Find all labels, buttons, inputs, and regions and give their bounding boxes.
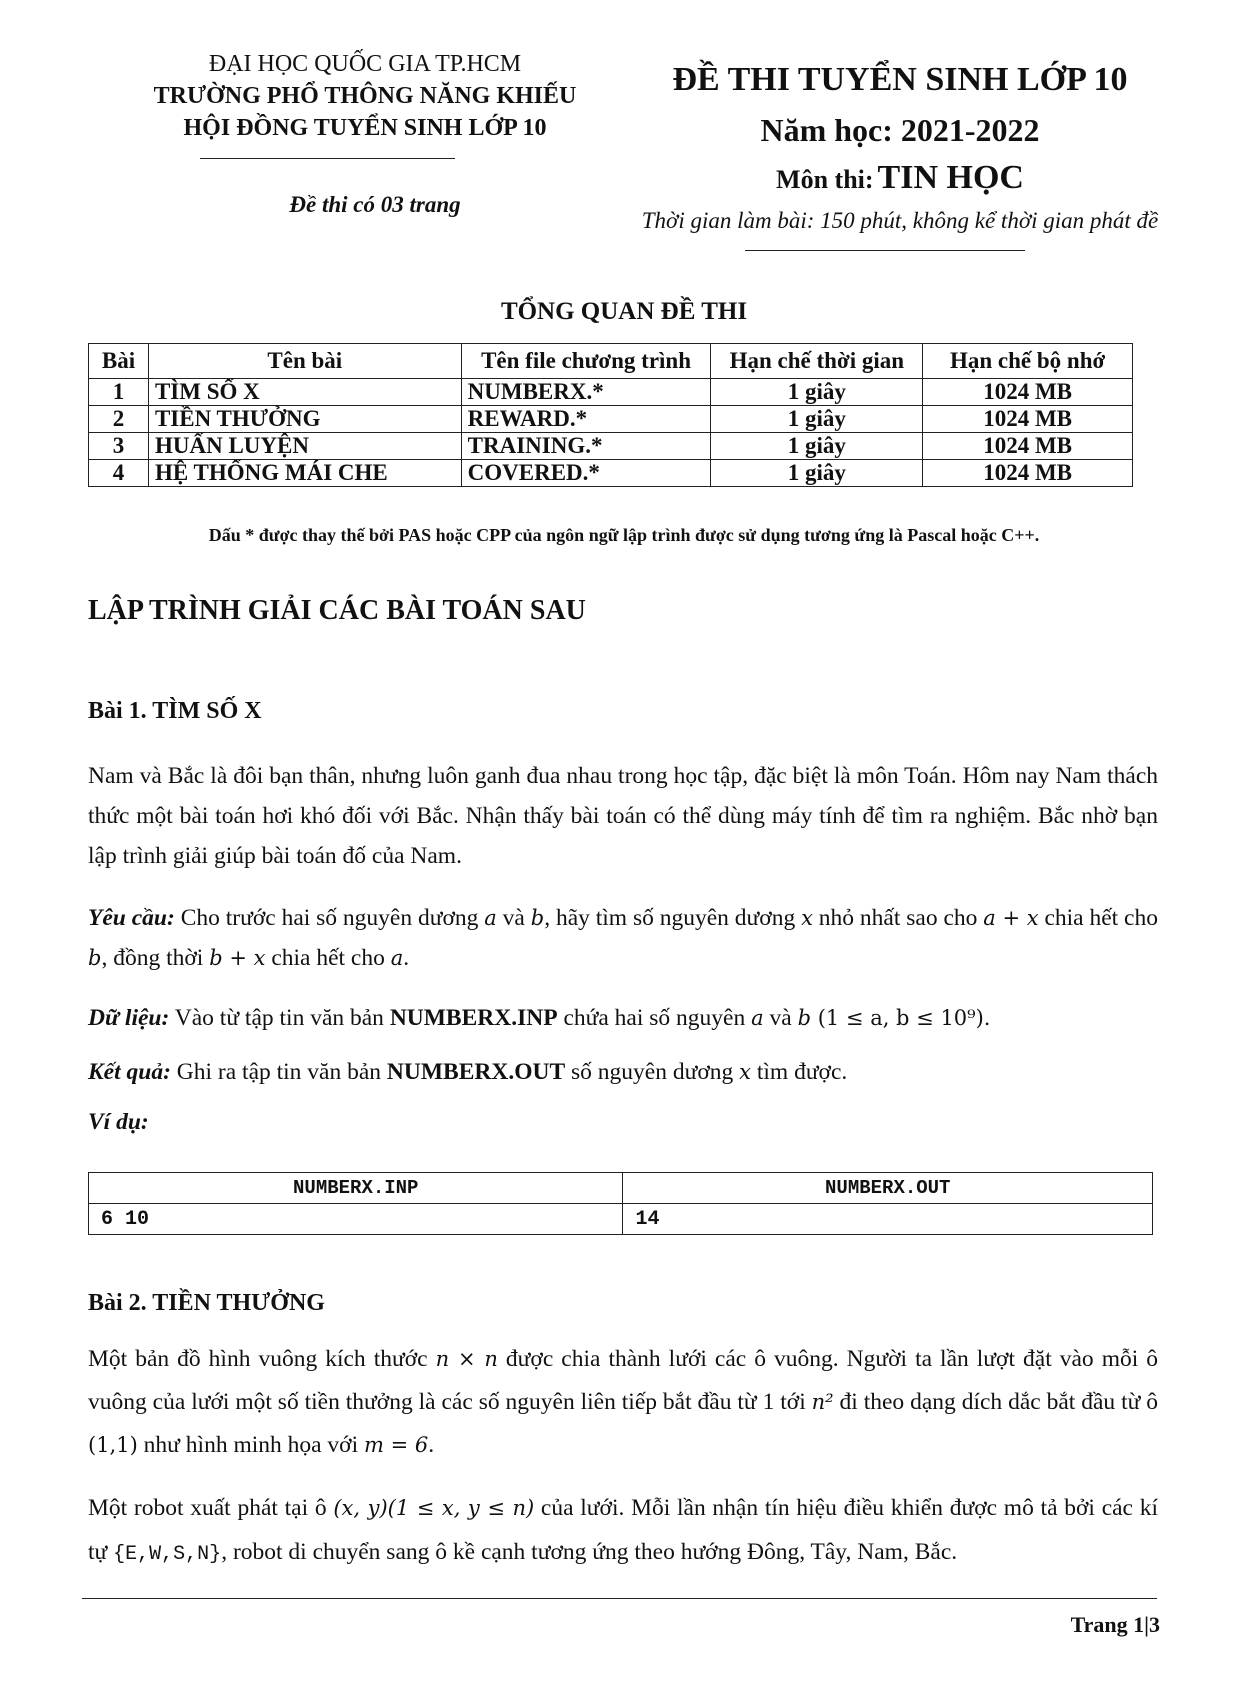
col-header: Hạn chế bộ nhớ — [923, 344, 1133, 379]
math: (1 ≤ a, b ≤ 10⁹). — [811, 1006, 991, 1030]
table-row — [89, 460, 1133, 487]
cell-name: HỆ THỐNG MÁI CHE — [148, 460, 461, 487]
cell-memory: 1024 MB — [923, 379, 1133, 406]
cell-name: TIỀN THƯỞNG — [148, 406, 461, 433]
example-value-row — [89, 1204, 1153, 1235]
math: (1,1) — [88, 1433, 138, 1457]
input-filename: NUMBERX.INP — [389, 1005, 558, 1031]
header-right — [590, 58, 1210, 234]
text: của lưới. Mỗi lần nhận tín hiệu điều khiển được mô tả bởi các kí tự — [88, 1495, 1158, 1565]
text: , robot di chuyển sang ô kề cạnh tương ứng theo hướng Đông, Tây, Nam, Bắc. — [221, 1539, 958, 1565]
page-number: Trang 1|3 — [1070, 1612, 1160, 1637]
math: n² — [811, 1390, 834, 1414]
exam-title: ĐỀ THI TUYỂN SINH LỚP 10 — [672, 61, 1128, 98]
example-header-row — [89, 1173, 1153, 1204]
direction-chars: {E,W,S,N} — [113, 1543, 222, 1566]
input-label: Dữ liệu: — [88, 1005, 170, 1031]
problem1-example-label — [88, 1102, 1158, 1142]
text: số nguyên dương — [565, 1059, 740, 1085]
cell-file: COVERED.* — [461, 460, 711, 487]
col-header: Bài — [89, 344, 149, 379]
problem2-paragraph2 — [88, 1486, 1158, 1577]
school-year: Năm học: 2021-2022 — [760, 112, 1040, 148]
requirement-label: Yêu cầu: — [88, 905, 175, 931]
math: b — [797, 1006, 812, 1030]
text: . — [403, 945, 410, 971]
output-filename: NUMBERX.OUT — [386, 1059, 566, 1085]
text: Cho trước hai số nguyên dương — [174, 905, 485, 931]
problem1-input — [88, 998, 1158, 1038]
subject-label: Môn thi: — [776, 165, 874, 194]
text: , hãy tìm số nguyên dương — [544, 905, 802, 931]
col-header: Tên file chương trình — [461, 344, 711, 379]
col-header: Tên bài — [148, 344, 461, 379]
text: đi theo dạng dích dắc bắt đầu từ ô — [833, 1389, 1158, 1415]
example-in-header: NUMBERX.INP — [89, 1173, 623, 1204]
text: nhỏ nhất sao cho — [812, 905, 984, 931]
text: như hình minh họa với — [137, 1432, 365, 1458]
text: Ghi ra tập tin văn bản — [170, 1059, 387, 1085]
text: . — [428, 1432, 435, 1458]
math: b — [88, 946, 102, 970]
cell-index: 4 — [89, 460, 149, 487]
pages-note: Đề thi có 03 trang — [289, 192, 461, 217]
example-table — [88, 1172, 1153, 1235]
text: tìm được. — [750, 1059, 848, 1085]
text: Một bản đồ hình vuông kích thước — [88, 1346, 436, 1372]
text: và — [496, 905, 531, 931]
overview-title: TỔNG QUAN ĐỀ THI — [500, 298, 748, 325]
text: chia hết cho — [265, 945, 391, 971]
math: x — [801, 906, 813, 930]
subject-line — [590, 156, 1210, 206]
output-label: Kết quả: — [88, 1059, 171, 1085]
example-label: Ví dụ: — [88, 1109, 149, 1135]
cell-file: REWARD.* — [461, 406, 711, 433]
text: Một robot xuất phát tại ô — [88, 1495, 334, 1521]
council-name: HỘI ĐỒNG TUYỂN SINH LỚP 10 — [183, 115, 547, 141]
problem1-requirement — [88, 898, 1158, 978]
overview-footnote: Dấu * được thay thế bởi PAS hoặc CPP của ngôn ngữ lập trình được sử dụng tương ứng là Pascal hoặc C++. — [208, 525, 1040, 545]
overview-header-row — [89, 344, 1133, 379]
school-name: TRƯỜNG PHỔ THÔNG NĂNG KHIẾU — [153, 83, 577, 109]
text: Vào từ tập tin văn bản — [169, 1005, 390, 1031]
cell-file: TRAINING.* — [461, 433, 711, 460]
math: x — [739, 1060, 751, 1084]
header-left-divider — [200, 158, 455, 159]
cell-time: 1 giây — [711, 460, 923, 487]
subject-value: TIN HỌC — [877, 159, 1024, 196]
problem1-output — [88, 1052, 1158, 1092]
time-note: Thời gian làm bài: 150 phút, không kể thời gian phát đề — [641, 208, 1159, 233]
math: a — [484, 906, 497, 930]
table-row — [89, 406, 1133, 433]
math: a — [751, 1006, 764, 1030]
text: , đồng thời — [101, 945, 210, 971]
footer-divider — [82, 1598, 1157, 1599]
col-header: Hạn chế thời gian — [711, 344, 923, 379]
cell-file: NUMBERX.* — [461, 379, 711, 406]
problem2-heading: Bài 2. TIỀN THƯỞNG — [88, 1290, 325, 1316]
section-title: LẬP TRÌNH GIẢI CÁC BÀI TOÁN SAU — [88, 595, 586, 626]
overview-table — [88, 343, 1133, 487]
problem1-intro: Nam và Bắc là đôi bạn thân, nhưng luôn ganh đua nhau trong học tập, đặc biệt là môn Toán. Hôm nay Nam thách thức một bài toán hơi khó đối với Bắc. Nhận thấy bài toán có thể dùng máy tính để tìm ra nghiệm. Bắc nhờ bạn lập trình giải giúp bài toán đố của Nam. — [88, 763, 1158, 869]
university-name: ĐẠI HỌC QUỐC GIA TP.HCM — [208, 51, 522, 77]
cell-name: HUẤN LUYỆN — [148, 433, 461, 460]
cell-memory: 1024 MB — [923, 433, 1133, 460]
cell-time: 1 giây — [711, 433, 923, 460]
problem2-paragraph1 — [88, 1338, 1158, 1467]
cell-memory: 1024 MB — [923, 406, 1133, 433]
header-right-divider — [745, 250, 1025, 251]
example-in-value: 6 10 — [89, 1204, 623, 1235]
cell-index: 1 — [89, 379, 149, 406]
text: chia hết cho — [1038, 905, 1158, 931]
table-row — [89, 433, 1133, 460]
cell-index: 2 — [89, 406, 149, 433]
problem1-heading: Bài 1. TÌM SỐ X — [88, 698, 262, 724]
example-out-value: 14 — [623, 1204, 1153, 1235]
header-left — [150, 48, 580, 144]
table-row — [89, 379, 1133, 406]
cell-time: 1 giây — [711, 406, 923, 433]
math: (x, y)(1 ≤ x, y ≤ n) — [333, 1496, 535, 1520]
math: b + x — [209, 946, 266, 970]
math: n × n — [435, 1347, 498, 1371]
math: m = 6 — [364, 1433, 429, 1457]
cell-memory: 1024 MB — [923, 460, 1133, 487]
text: chứa hai số nguyên — [557, 1005, 752, 1031]
text: và — [763, 1005, 798, 1031]
math: b — [530, 906, 545, 930]
math: a + x — [983, 906, 1039, 930]
example-out-header: NUMBERX.OUT — [623, 1173, 1153, 1204]
cell-index: 3 — [89, 433, 149, 460]
math: a — [390, 946, 404, 970]
text: được chia thành lưới các ô vuông. Người ta lần lượt đặt vào mỗi ô vuông của lưới một số tiền thưởng là các số nguyên liên tiếp bắt đầu từ 1 tới — [88, 1346, 1159, 1415]
cell-time: 1 giây — [711, 379, 923, 406]
cell-name: TÌM SỐ X — [148, 379, 461, 406]
